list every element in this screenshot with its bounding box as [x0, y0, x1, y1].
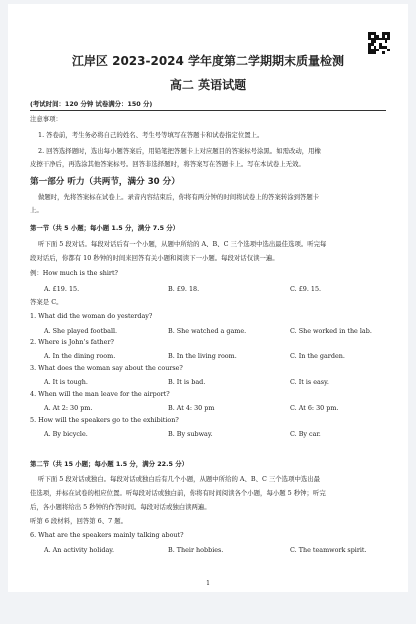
section2-instructions: 听下面 5 段对话或独白。每段对话或独白后有几个小题，从题中所给的 A、B、C 三个选项中选出最	[38, 475, 321, 483]
part1-heading: 第一部分 听力（共两节，满分 30 分）	[30, 177, 180, 187]
example-question: 例：How much is the shirt?	[30, 269, 118, 277]
question-4: 4. When will the man leave for the airport?	[30, 390, 170, 398]
question-3: 3. What does the woman say about the course?	[30, 364, 183, 372]
section1-instructions: 听下面 5 段对话。每段对话后有一个小题，从题中所给的 A、B、C 三个选项中选出最佳选项。听完每	[38, 240, 327, 248]
section2-subheading: 听第 6 段材料，回答第 6、7 题。	[30, 517, 128, 525]
notice-item-2: 2. 回答选择题时，选出每小题答案后，用铅笔把答题卡上对应题目的答案标号涂黑。如需改动，用橡	[38, 147, 321, 155]
q4-option-a: A. At 2: 30 pm.	[44, 404, 93, 412]
q1-option-a: A. She played football.	[44, 327, 118, 335]
q2-option-c: C. In the garden.	[290, 352, 345, 360]
question-5: 5. How will the speakers go to the exhibition?	[30, 416, 179, 424]
notices-label: 注意事项：	[30, 115, 62, 123]
q2-option-a: A. In the dining room.	[44, 352, 116, 360]
section1-instructions-cont: 段对话后，你都有 10 秒钟的时间来回答有关小题和阅读下一小题。每段对话仅读一遍。	[30, 254, 279, 262]
question-1: 1. What did the woman do yesterday?	[30, 312, 153, 320]
section2-heading: 第二节（共 15 小题；每小题 1.5 分，满分 22.5 分）	[30, 460, 188, 468]
exam-page	[8, 4, 408, 592]
exam-title: 江岸区 2023-2024 学年度第二学期期末质量检测	[71, 54, 345, 68]
divider	[30, 110, 386, 111]
page-number: 1	[206, 580, 210, 587]
exam-subtitle: 高二 英语试题	[169, 78, 247, 92]
section2-instructions-3: 后，各小题将给出 5 秒钟的作答时间。每段对话或独白读两遍。	[30, 503, 211, 511]
section2-instructions-2: 佳选项，并标在试卷的相应位置。听每段对话或独白前，你将有时间阅读各个小题，每小题 5 秒钟；听完	[30, 489, 326, 497]
section1-heading: 第一节（共 5 小题；每小题 1.5 分，满分 7.5 分）	[30, 224, 180, 232]
q6-option-b: B. Their hobbies.	[168, 546, 224, 554]
q6-option-c: C. The teamwork spirit.	[290, 546, 367, 554]
q1-option-c: C. She worked in the lab.	[290, 327, 372, 335]
example-option-b: B. £9. 18.	[168, 285, 200, 293]
q3-option-b: B. It is bad.	[168, 378, 206, 386]
q5-option-c: C. By car.	[290, 430, 321, 438]
example-option-a: A. £19. 15.	[44, 285, 80, 293]
exam-info: (考试时间：120 分钟 试卷满分：150 分)	[30, 100, 153, 108]
q4-option-c: C. At 6: 30 pm.	[290, 404, 339, 412]
qr-code-icon	[368, 32, 390, 54]
part1-intro-cont: 上。	[30, 206, 43, 214]
notice-item-1: 1. 答卷前，考生务必将自己的姓名、考生号等填写在答题卡和试卷指定位置上。	[38, 131, 264, 139]
q5-option-a: A. By bicycle.	[44, 430, 88, 438]
question-2: 2. Where is John’s father?	[30, 338, 114, 346]
notice-item-2-cont: 皮擦干净后，再选涂其他答案标号。回答非选择题时，将答案写在答题卡上。写在本试卷上无效。	[30, 160, 305, 168]
q3-option-a: A. It is tough.	[44, 378, 88, 386]
q4-option-b: B. At 4: 30 pm	[168, 404, 215, 412]
part1-intro: 做题时，先将答案标在试卷上。录音内容结束后，你将有两分钟的时间将试卷上的答案转涂到答题卡	[38, 193, 320, 201]
q2-option-b: B. In the living room.	[168, 352, 237, 360]
example-option-c: C. £9. 15.	[290, 285, 322, 293]
q5-option-b: B. By subway.	[168, 430, 213, 438]
q1-option-b: B. She watched a game.	[168, 327, 247, 335]
q3-option-c: C. It is easy.	[290, 378, 329, 386]
example-answer: 答案是 C。	[30, 298, 63, 306]
question-6: 6. What are the speakers mainly talking about?	[30, 531, 184, 539]
q6-option-a: A. An activity holiday.	[44, 546, 115, 554]
